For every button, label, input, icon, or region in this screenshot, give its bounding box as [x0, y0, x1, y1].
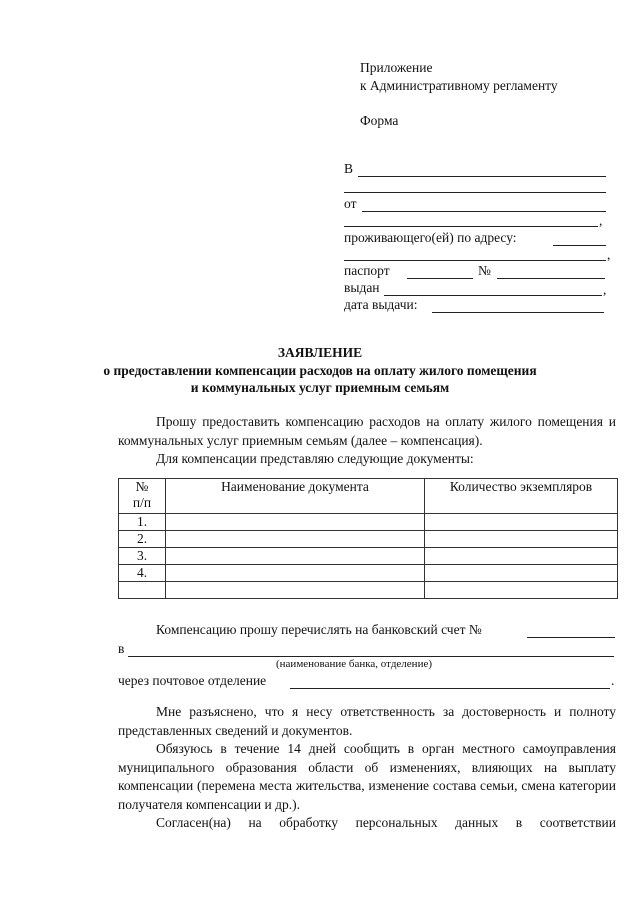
quantity-cell[interactable] [425, 565, 618, 582]
document-name-cell[interactable] [166, 514, 425, 531]
row-number [119, 582, 166, 599]
issued-line [384, 295, 602, 296]
col-number-line2: п/п [132, 495, 152, 510]
table-row [119, 531, 618, 548]
row-number: 2. [119, 531, 166, 548]
post-office-line [290, 688, 610, 689]
documents-intro: Для компенсации представляю следующие документы: [156, 451, 474, 466]
form-label: Форма [360, 113, 399, 128]
col-name-header: Наименование документа [166, 479, 425, 514]
documents-table [118, 478, 618, 599]
passport-number-line [497, 278, 605, 279]
table-row [119, 582, 618, 599]
table-row [119, 548, 618, 565]
issued-comma: , [603, 282, 607, 297]
from-line-2 [344, 226, 598, 227]
request-paragraph: Прошу предоставить компенсацию расходов на оплату жилого помещения и коммунальных услуг приемным семьям (далее – компенсация). [118, 414, 616, 448]
issue-date-line [432, 312, 604, 313]
row-number: 1. [119, 514, 166, 531]
number-sign: № [478, 263, 491, 278]
address-comma: , [607, 247, 611, 262]
post-office-period: . [611, 673, 615, 688]
statement-subtitle-1: о предоставлении компенсации расходов на оплату жилого помещения [103, 363, 537, 378]
appendix-label: Приложение [360, 60, 433, 75]
statement-subtitle-2: и коммунальных услуг приемным семьям [190, 380, 450, 395]
request-block [118, 413, 616, 469]
table-header-row [119, 479, 618, 514]
document-name-cell[interactable] [166, 548, 425, 565]
address-line [553, 245, 606, 246]
account-number-line [527, 637, 615, 638]
from-line [362, 211, 606, 212]
row-number: 3. [119, 548, 166, 565]
bank-name-line [128, 656, 614, 657]
to-line [358, 176, 606, 177]
quantity-cell[interactable] [425, 514, 618, 531]
quantity-cell[interactable] [425, 531, 618, 548]
responsibility-paragraph: Мне разъяснено, что я несу ответственность за достоверность и полноту представленных сведений и документов. [118, 704, 616, 738]
issued-label: выдан [344, 280, 380, 295]
bank-caption: (наименование банка, отделение) [276, 658, 432, 670]
bank-in-prefix: в [118, 641, 125, 656]
table-row [119, 514, 618, 531]
declarations-block [118, 703, 616, 833]
obligation-paragraph: Обязуюсь в течение 14 дней сообщить в орган местного самоуправления муниципального образования области об изменениях, влияющих на выплату компенсации (перемена места жительства, изменение состава семьи, смена категории получателя компенсации и др.). [118, 741, 616, 812]
issue-date-label: дата выдачи: [344, 297, 418, 312]
quantity-cell[interactable] [425, 582, 618, 599]
document-name-cell[interactable] [166, 531, 425, 548]
quantity-cell[interactable] [425, 548, 618, 565]
address-label: проживающего(ей) по адресу: [344, 230, 517, 245]
document-name-cell[interactable] [166, 565, 425, 582]
col-number-line1: № [135, 479, 149, 494]
row-number: 4. [119, 565, 166, 582]
regulation-label: к Административному регламенту [360, 78, 558, 93]
passport-series-line [407, 278, 473, 279]
bank-transfer-text: Компенсацию прошу перечислять на банковский счет № [156, 622, 482, 637]
col-number-header [119, 479, 166, 514]
document-name-cell[interactable] [166, 582, 425, 599]
col-qty-header: Количество экземпляров [425, 479, 618, 514]
address-line-2 [344, 260, 606, 261]
post-office-text: через почтовое отделение [118, 673, 267, 688]
from-comma: , [599, 213, 603, 228]
passport-label: паспорт [344, 263, 390, 278]
statement-title: ЗАЯВЛЕНИЕ [277, 345, 363, 360]
from-prefix: от [344, 196, 357, 211]
to-line-2 [344, 192, 606, 193]
to-prefix: В [344, 161, 354, 176]
table-row [119, 565, 618, 582]
consent-paragraph: Согласен(на) на обработку персональных данных в соответствии [156, 815, 616, 830]
